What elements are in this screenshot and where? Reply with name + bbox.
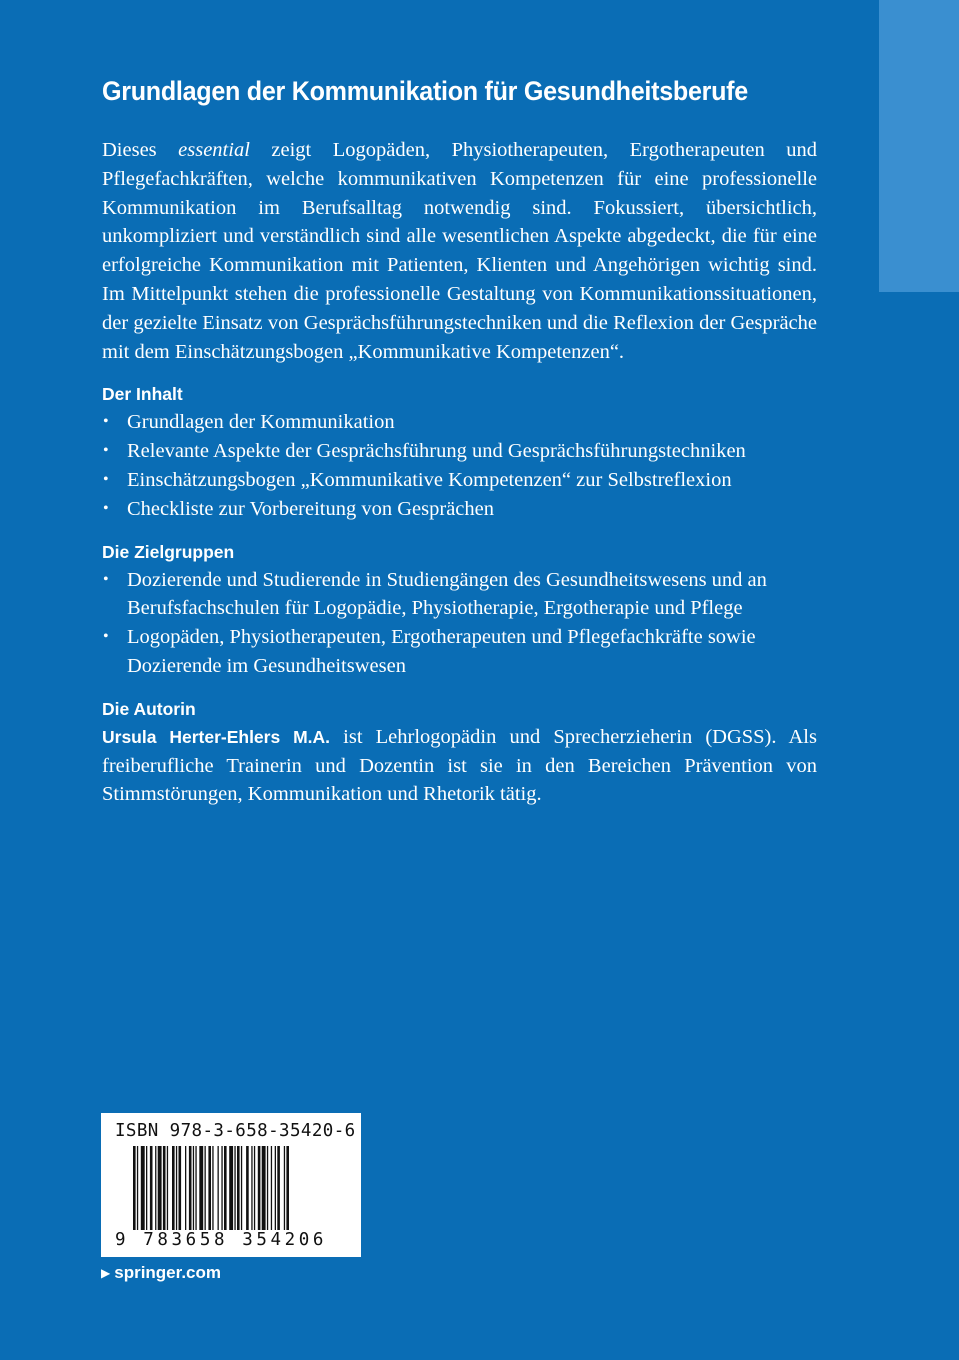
barcode-bar <box>224 1146 227 1230</box>
barcode-bar <box>205 1146 206 1230</box>
barcode-bar <box>155 1146 156 1230</box>
barcode-bars <box>133 1146 333 1236</box>
barcode-bar <box>133 1146 136 1230</box>
list-item <box>102 408 817 437</box>
barcode-bar <box>258 1146 261 1230</box>
author-name: Ursula Herter-Ehlers M.A. <box>102 726 331 747</box>
barcode-bar <box>212 1146 213 1230</box>
barcode-bar <box>172 1146 175 1230</box>
bullet-icon: • <box>103 470 109 488</box>
list-item-text: Dozierende und Studierende in Studiengängen des Gesundheitswesens und an Berufsfachschulen für Logopädie, Physiotherapie, Ergotherapie und Pflege <box>127 568 767 620</box>
barcode-bar <box>254 1146 255 1230</box>
list-item-text: Logopäden, Physiotherapeuten, Ergotherapeuten und Pflegefachkräfte sowie Dozierende im Gesundheitswesen <box>127 626 756 677</box>
barcode-bar <box>176 1146 177 1230</box>
barcode-bar <box>284 1146 285 1230</box>
intro-after: zeigt Logopäden, Physiotherapeuten, Ergotherapeuten und Pflegefachkräften, welche kommunikativen Kompetenzen für eine professionelle Kommunikation im Berufsalltag notwendig sind. Fokussiert, übersichtlich, unkompliziert und verständlich sind alle wesentlichen Aspekte abgedeckt, die für eine erfolgreiche Kommunikation mit Patienten, Klienten und Angehörigen wichtig sind. Im Mittelpunkt stehen die professionelle Gestaltung von Kommunikationssituationen, der gezielte Einsatz von Gesprächsführungstechniken und die Reflexion der Gespräche mit dem Einschätzungsbogen „Kommunikative Kompetenzen“. <box>102 139 817 363</box>
list-item-text: Einschätzungsbogen „Kommunikative Kompetenzen“ zur Selbstreflexion <box>127 468 732 491</box>
zielgruppen-heading: Die Zielgruppen <box>102 541 235 562</box>
bullet-icon: • <box>103 570 109 588</box>
barcode-bar <box>251 1146 252 1230</box>
barcode-bar <box>221 1146 222 1230</box>
isbn-number: ISBN 978-3-658-35420-6 <box>115 1121 356 1141</box>
barcode-bar <box>229 1146 233 1230</box>
intro-paragraph <box>102 136 817 366</box>
barcode-bar <box>146 1146 147 1230</box>
bullet-icon: • <box>103 413 109 431</box>
barcode-bar <box>275 1146 276 1230</box>
list-item <box>102 623 817 681</box>
barcode-bar <box>246 1146 249 1230</box>
arrow-right-icon: ▶ <box>101 1266 111 1280</box>
barcode-bar <box>185 1146 186 1230</box>
back-cover-text <box>102 72 817 809</box>
barcode-bar <box>277 1146 280 1230</box>
barcode-bar <box>241 1146 242 1230</box>
list-item <box>102 437 817 466</box>
inhalt-list <box>102 408 817 523</box>
list-item <box>102 466 817 495</box>
barcode-bar <box>193 1146 194 1230</box>
barcode-bar <box>199 1146 203 1230</box>
list-item-text: Relevante Aspekte der Gesprächsführung und Gesprächsführungstechniken <box>127 440 746 463</box>
barcode-bar <box>262 1146 266 1230</box>
list-item <box>102 566 817 624</box>
barcode-bar <box>141 1146 145 1230</box>
barcode-bar <box>271 1146 272 1230</box>
barcode-bar <box>218 1146 219 1230</box>
barcode-bar <box>163 1146 166 1230</box>
side-color-tab <box>879 0 959 292</box>
zielgruppen-list <box>102 566 817 681</box>
book-title: Grundlagen der Kommunikation für Gesundheitsberufe <box>102 76 748 106</box>
barcode-bar <box>137 1146 138 1230</box>
barcode-bar <box>167 1146 168 1230</box>
bullet-icon: • <box>103 628 109 646</box>
barcode-digits: 9 783658 354206 <box>115 1230 328 1250</box>
barcode-bar <box>189 1146 192 1230</box>
isbn-barcode <box>101 1113 361 1257</box>
barcode-bar <box>237 1146 240 1230</box>
barcode-bar <box>158 1146 162 1230</box>
barcode-bar <box>150 1146 153 1230</box>
barcode-bar <box>179 1146 182 1230</box>
list-item-text: Checkliste zur Vorbereitung von Gesprächen <box>127 497 494 520</box>
bullet-icon: • <box>103 442 109 460</box>
barcode-bar <box>234 1146 235 1230</box>
barcode-bar <box>267 1146 268 1230</box>
author-bio <box>102 723 817 809</box>
autorin-heading: Die Autorin <box>102 698 196 719</box>
intro-emphasis: essential <box>178 139 250 161</box>
list-item-text: Grundlagen der Kommunikation <box>127 411 395 434</box>
bullet-icon: • <box>103 499 109 517</box>
author-text: ist Lehrlogopädin und Sprecherzieherin (DGSS). Als freiberufliche Trainerin und Dozentin ist sie in den Bereichen Prävention von Stimmstörungen, Kommunikation und Rhetorik tätig. <box>102 725 817 806</box>
springer-link[interactable] <box>101 1262 221 1285</box>
list-item <box>102 495 817 524</box>
barcode-bar <box>195 1146 196 1230</box>
barcode-bar <box>208 1146 211 1230</box>
inhalt-heading: Der Inhalt <box>102 384 183 405</box>
barcode-bar <box>286 1146 289 1230</box>
springer-link-text: springer.com <box>114 1263 221 1282</box>
intro-before: Dieses <box>102 139 179 161</box>
